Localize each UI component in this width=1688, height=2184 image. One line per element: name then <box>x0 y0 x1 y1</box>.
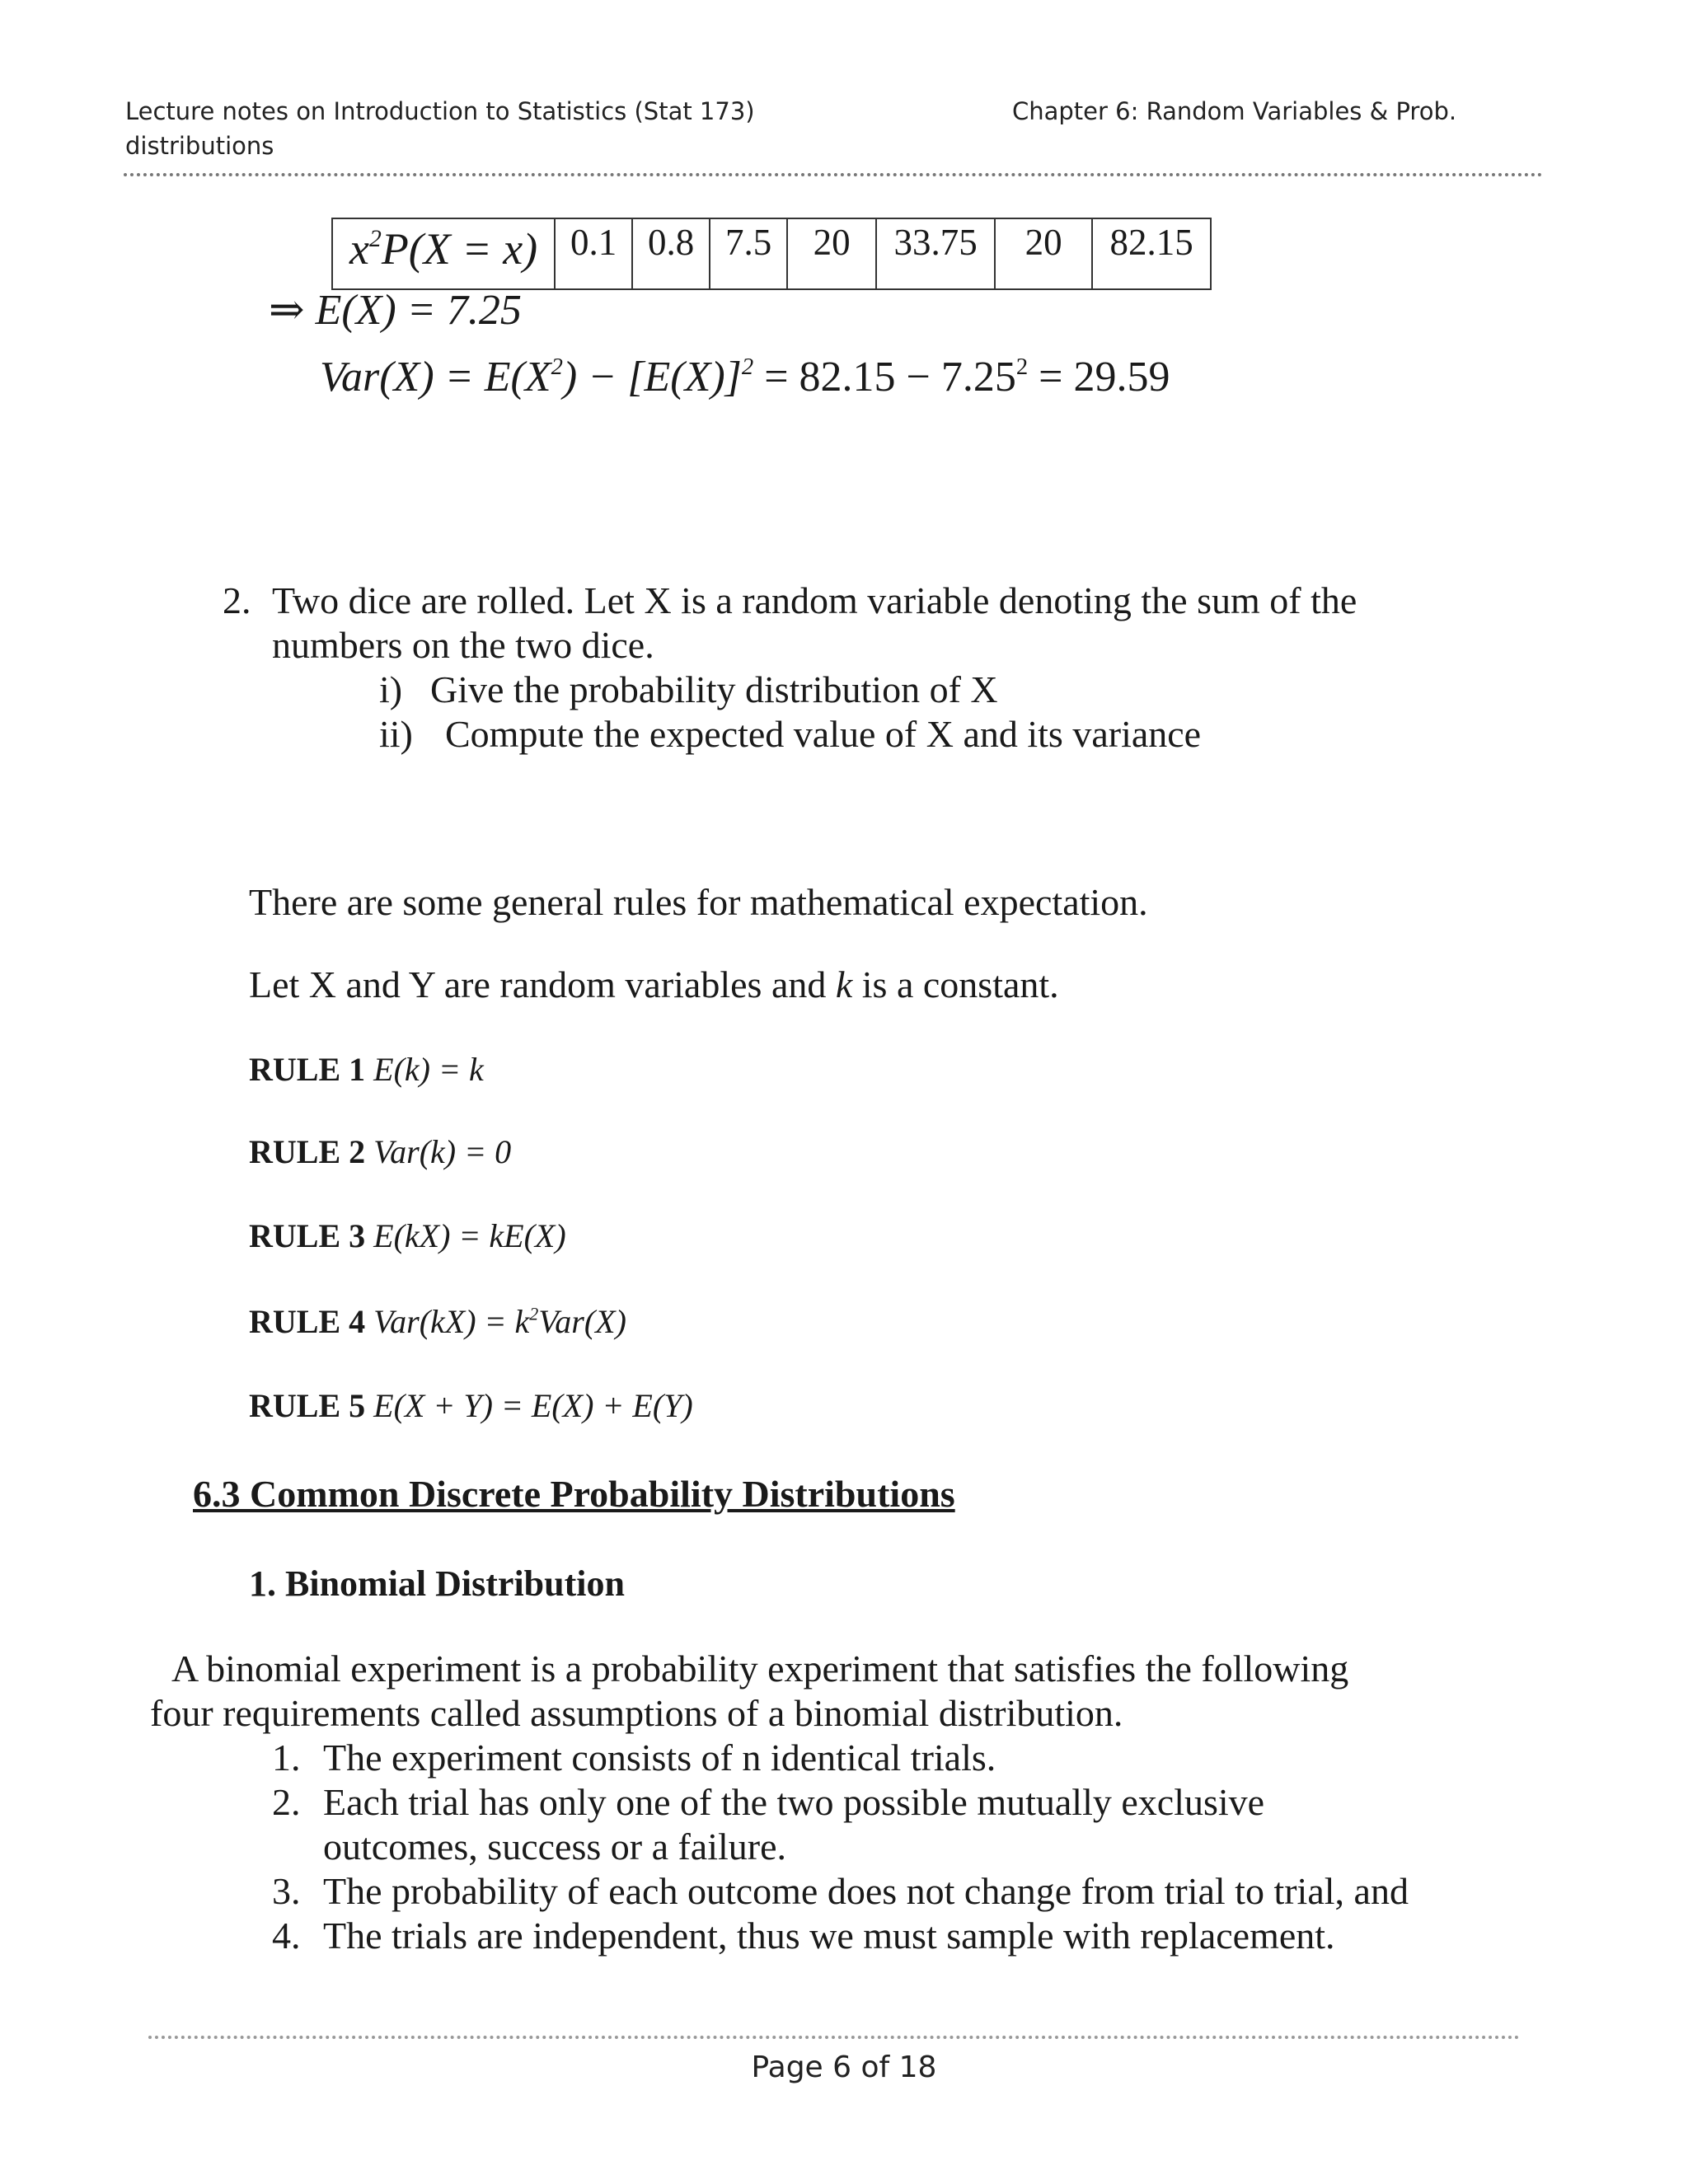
rule-expression: E(kX) = kE(X) <box>373 1217 566 1254</box>
question-line-2: numbers on the two dice. <box>272 624 654 666</box>
rule-4 <box>249 1302 626 1341</box>
variance-line: $Var(X) = E(X^2) - [E(X)]^2 = 82.15 - 7.25^2 = 29.59$ <box>320 354 1170 401</box>
assumption-2-text: Each trial has only one of the two possible mutually exclusive <box>323 1781 1265 1823</box>
rule-label: RULE 3 <box>249 1217 366 1254</box>
rule-5 <box>249 1386 693 1425</box>
question-sub-ii-number: ii) <box>379 713 413 755</box>
rule-1 <box>249 1050 484 1089</box>
binomial-paragraph-line-1: A binomial experiment is a probability experiment that satisfies the following <box>171 1647 1349 1690</box>
random-variables-statement: Let X and Y are random variables and k is a constant. <box>249 963 1059 1005</box>
x2-probability-table <box>331 218 1212 290</box>
rule-label: RULE 1 <box>249 1051 366 1088</box>
footer-divider <box>148 2036 1520 2039</box>
expected-value-line <box>269 285 522 335</box>
question-sub-i-number: i) <box>379 668 403 710</box>
rule-2 <box>249 1132 511 1171</box>
rule-expression: E(k) = k <box>373 1051 484 1088</box>
table-cell: 33.75 <box>876 218 995 289</box>
general-rules-intro: There are some general rules for mathematical expectation. <box>249 881 1148 923</box>
table-cell: 7.5 <box>710 218 787 289</box>
header-divider <box>124 173 1543 176</box>
assumption-1-text: The experiment consists of n identical trials. <box>323 1736 996 1779</box>
rule-label: RULE 2 <box>249 1133 366 1170</box>
table-label-cell: $x^2P(X = x)$ <box>332 218 555 289</box>
assumption-2-continued: outcomes, success or a failure. <box>323 1825 787 1868</box>
rule-expression: E(X + Y) = E(X) + E(Y) <box>373 1387 693 1424</box>
table-cell: 0.1 <box>555 218 632 289</box>
rule-3 <box>249 1216 566 1255</box>
binomial-paragraph-line-2: four requirements called assumptions of a binomial distribution. <box>150 1692 1123 1734</box>
assumption-1-number: 1. <box>272 1736 301 1779</box>
assumption-2-number: 2. <box>272 1781 301 1823</box>
question-sub-i-text: Give the probability distribution of X <box>430 668 998 710</box>
rule-label: RULE 5 <box>249 1387 366 1424</box>
table-cell: 0.8 <box>632 218 710 289</box>
assumption-4-text: The trials are independent, thus we must sample with replacement. <box>323 1915 1335 1957</box>
assumption-3-number: 3. <box>272 1870 301 1912</box>
page-number: Page 6 of 18 <box>751 2050 937 2084</box>
header-title: Lecture notes on Introduction to Statistics (Stat 173) <box>125 97 755 125</box>
binomial-subheading: 1. Binomial Distribution <box>249 1563 625 1604</box>
question-line-1: Two dice are rolled. Let X is a random variable denoting the sum of the <box>272 579 1357 621</box>
header-title-continued: distributions <box>125 132 274 160</box>
header-chapter: Chapter 6: Random Variables & Prob. <box>1012 97 1457 125</box>
expected-value-expr: E(X) = 7.25 <box>315 287 522 334</box>
rule-label: RULE 4 <box>249 1303 366 1340</box>
rule-expression: Var(k) = 0 <box>373 1133 512 1170</box>
table-cell: 82.15 <box>1092 218 1211 289</box>
table-cell: 20 <box>995 218 1092 289</box>
assumption-4-number: 4. <box>272 1915 301 1957</box>
question-number: 2. <box>223 579 251 621</box>
implies-arrow: ⇒ <box>269 287 305 334</box>
rule-expression: $Var(kX) = k^2Var(X)$ <box>373 1303 626 1340</box>
table-cell: 20 <box>787 218 876 289</box>
table-row <box>332 218 1211 289</box>
section-heading: 6.3 Common Discrete Probability Distributions <box>193 1473 955 1515</box>
assumption-3-text: The probability of each outcome does not change from trial to trial, and <box>323 1870 1409 1912</box>
question-sub-ii-text: Compute the expected value of X and its variance <box>445 713 1202 755</box>
